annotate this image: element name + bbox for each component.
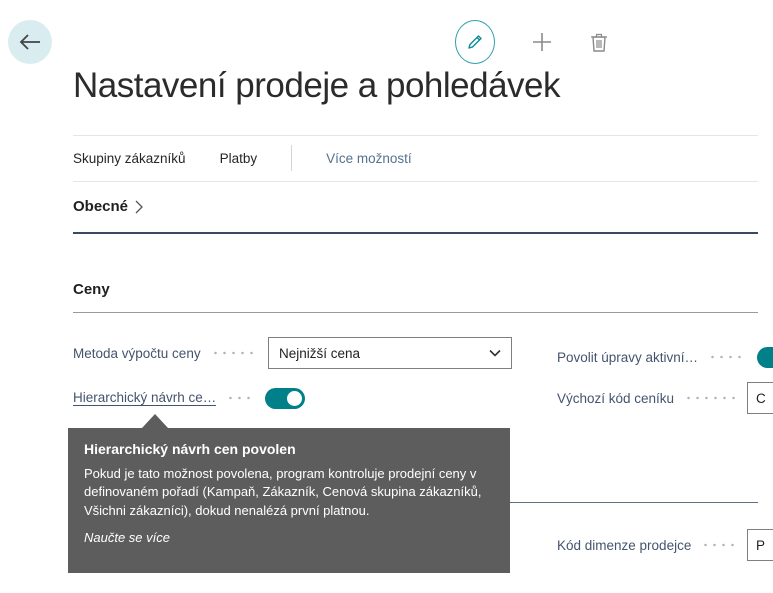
field-row-allow-editing [557,345,755,369]
action-menu [73,144,412,172]
trash-icon [589,31,609,53]
default-price-list-label: Výchozí kód ceníku [557,390,675,406]
arrow-left-icon [19,34,41,50]
default-price-list-value: C [756,390,766,406]
hierarchical-suggestion-label[interactable]: Hierarchický návrh ce… [73,390,217,405]
menu-item-customer-groups[interactable]: Skupiny zákazníků [73,150,186,166]
salesperson-dim-input[interactable] [747,529,773,561]
plus-icon [531,31,553,53]
default-price-list-input[interactable] [747,382,773,414]
section-prices-label: Ceny [73,281,110,298]
edit-button[interactable] [455,20,495,64]
tooltip-learn-more-link[interactable]: Naučte se více [84,530,170,546]
toggle-knob [287,391,302,406]
section-general-underline [73,232,758,234]
field-row-salesperson-dim [557,529,747,561]
tooltip-arrow [142,414,168,428]
dot-leader [701,543,737,547]
allow-editing-toggle[interactable] [757,347,773,368]
section-general-label: Obecné [73,198,129,215]
tooltip-title: Hierarchický návrh cen povolen [84,441,296,457]
menu-item-payments[interactable]: Platby [219,150,258,166]
delete-button[interactable] [589,31,609,53]
price-calc-method-value: Nejnižší cena [279,345,361,361]
section-prices-underline [73,312,758,313]
chevron-down-icon [489,349,501,357]
divider-top [73,135,758,136]
price-calc-method-select[interactable] [268,337,512,369]
divider-menu-bottom [73,181,758,182]
hierarchical-suggestion-toggle[interactable] [265,388,305,409]
dot-leader [226,396,255,400]
field-row-hierarchical-suggestion [73,386,305,410]
dot-leader [708,355,745,359]
menu-separator [291,145,292,171]
tooltip-body: Pokud je tato možnost povolena, program kontroluje prodejní ceny v definovaném pořadí (Kampaň, Zákazník, Cenová skupina zákazníků, Všichni zákazníci), dokud nenalézá první platnou. [84,466,482,518]
back-button[interactable] [8,20,52,64]
dot-leader [211,351,258,355]
field-row-default-price-list [557,382,747,414]
section-general-header[interactable] [73,198,144,215]
add-button[interactable] [531,31,553,53]
allow-editing-label: Povolit úpravy aktivní… [557,349,699,365]
dot-leader [684,396,737,400]
page-title: Nastavení prodeje a pohledávek [73,66,561,105]
chevron-right-icon [134,200,144,214]
pencil-icon [466,33,484,51]
salesperson-dim-label: Kód dimenze prodejce [557,537,692,553]
salesperson-dim-value: P [756,537,766,553]
menu-more-options[interactable]: Více možností [326,150,412,166]
field-row-price-calc-method [73,337,512,369]
page-actions [455,20,609,64]
price-calc-method-label: Metoda výpočtu ceny [73,345,201,361]
field-tooltip [68,428,510,573]
